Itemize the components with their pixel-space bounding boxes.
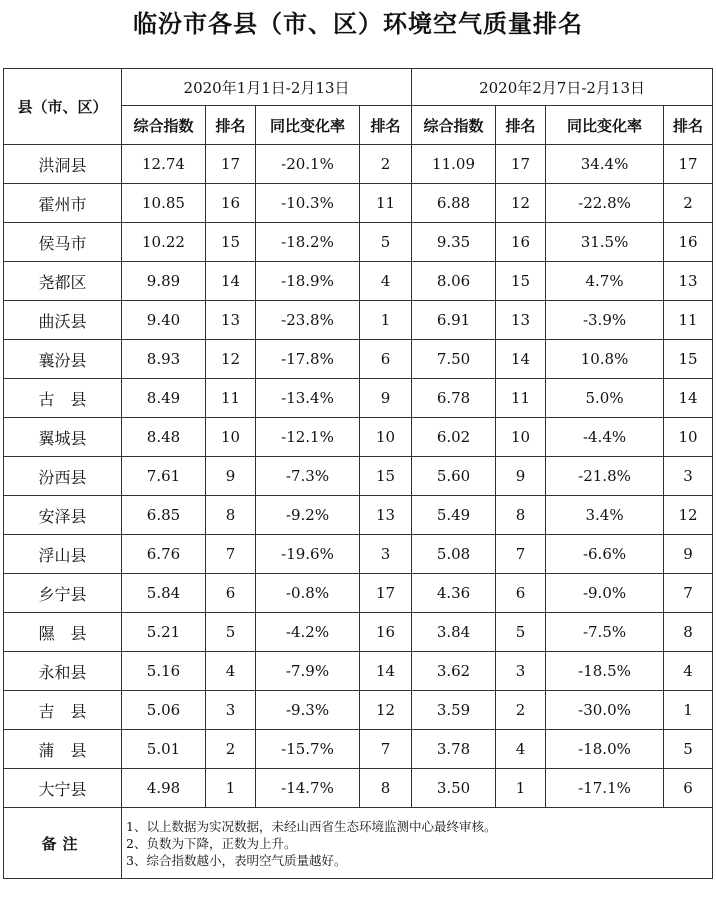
rank-2-cell: 14 <box>496 340 546 379</box>
change-rank-1-cell: 13 <box>360 496 412 535</box>
table-row <box>4 730 713 769</box>
col-change-rank-1: 排名 <box>360 106 412 145</box>
change-rank-2-cell: 14 <box>664 379 713 418</box>
index-1-cell: 8.49 <box>122 379 206 418</box>
index-2-cell: 6.91 <box>412 301 496 340</box>
index-2-cell: 5.49 <box>412 496 496 535</box>
period2-header: 2020年2月7日-2月13日 <box>412 69 713 106</box>
rank-1-cell: 10 <box>206 418 256 457</box>
change-rank-2-cell: 6 <box>664 769 713 808</box>
index-1-cell: 9.89 <box>122 262 206 301</box>
county-name-cell: 乡宁县 <box>4 574 122 613</box>
change-2-cell: 3.4% <box>546 496 664 535</box>
change-rank-1-cell: 1 <box>360 301 412 340</box>
change-1-cell: -10.3% <box>256 184 360 223</box>
rank-2-cell: 15 <box>496 262 546 301</box>
change-1-cell: -9.2% <box>256 496 360 535</box>
index-2-cell: 3.78 <box>412 730 496 769</box>
index-2-cell: 8.06 <box>412 262 496 301</box>
change-2-cell: -22.8% <box>546 184 664 223</box>
index-2-cell: 6.02 <box>412 418 496 457</box>
change-rank-1-cell: 11 <box>360 184 412 223</box>
change-1-cell: -4.2% <box>256 613 360 652</box>
rank-2-cell: 3 <box>496 652 546 691</box>
change-rank-2-cell: 5 <box>664 730 713 769</box>
index-2-cell: 9.35 <box>412 223 496 262</box>
index-2-cell: 11.09 <box>412 145 496 184</box>
county-name-cell: 吉 县 <box>4 691 122 730</box>
county-name-cell: 洪洞县 <box>4 145 122 184</box>
index-2-cell: 7.50 <box>412 340 496 379</box>
change-rank-1-cell: 8 <box>360 769 412 808</box>
rank-2-cell: 1 <box>496 769 546 808</box>
change-rank-1-cell: 10 <box>360 418 412 457</box>
change-rank-2-cell: 2 <box>664 184 713 223</box>
change-rank-2-cell: 4 <box>664 652 713 691</box>
index-1-cell: 9.40 <box>122 301 206 340</box>
rank-2-cell: 10 <box>496 418 546 457</box>
note-line: 2、负数为下降，正数为上升。 <box>126 835 297 851</box>
rank-2-cell: 5 <box>496 613 546 652</box>
change-rank-2-cell: 13 <box>664 262 713 301</box>
change-rank-1-cell: 9 <box>360 379 412 418</box>
notes-text <box>122 808 713 879</box>
change-2-cell: -3.9% <box>546 301 664 340</box>
notes-row <box>4 808 713 879</box>
index-1-cell: 5.21 <box>122 613 206 652</box>
county-name-cell: 侯马市 <box>4 223 122 262</box>
county-name-cell: 襄汾县 <box>4 340 122 379</box>
change-rank-2-cell: 8 <box>664 613 713 652</box>
change-2-cell: -17.1% <box>546 769 664 808</box>
page-title: 临汾市各县（市、区）环境空气质量排名 <box>133 10 583 38</box>
change-rank-2-cell: 9 <box>664 535 713 574</box>
change-1-cell: -18.2% <box>256 223 360 262</box>
rank-2-cell: 12 <box>496 184 546 223</box>
col-index-1: 综合指数 <box>122 106 206 145</box>
change-1-cell: -15.7% <box>256 730 360 769</box>
county-name-cell: 古 县 <box>4 379 122 418</box>
col-change-2: 同比变化率 <box>546 106 664 145</box>
change-rank-1-cell: 7 <box>360 730 412 769</box>
change-1-cell: -14.7% <box>256 769 360 808</box>
index-1-cell: 6.85 <box>122 496 206 535</box>
change-1-cell: -20.1% <box>256 145 360 184</box>
change-rank-2-cell: 1 <box>664 691 713 730</box>
table-row <box>4 535 713 574</box>
change-1-cell: -13.4% <box>256 379 360 418</box>
rank-1-cell: 16 <box>206 184 256 223</box>
table-row <box>4 652 713 691</box>
rank-1-cell: 12 <box>206 340 256 379</box>
rank-2-cell: 6 <box>496 574 546 613</box>
period1-header: 2020年1月1日-2月13日 <box>122 69 412 106</box>
index-2-cell: 4.36 <box>412 574 496 613</box>
rank-1-cell: 17 <box>206 145 256 184</box>
change-2-cell: -18.5% <box>546 652 664 691</box>
county-name-cell: 永和县 <box>4 652 122 691</box>
index-1-cell: 6.76 <box>122 535 206 574</box>
index-1-cell: 10.85 <box>122 184 206 223</box>
change-rank-1-cell: 15 <box>360 457 412 496</box>
index-1-cell: 8.48 <box>122 418 206 457</box>
table-row <box>4 691 713 730</box>
index-1-cell: 4.98 <box>122 769 206 808</box>
index-2-cell: 5.60 <box>412 457 496 496</box>
rank-1-cell: 5 <box>206 613 256 652</box>
rank-1-cell: 2 <box>206 730 256 769</box>
change-rank-2-cell: 3 <box>664 457 713 496</box>
table-row <box>4 262 713 301</box>
table-row <box>4 496 713 535</box>
county-name-cell: 汾西县 <box>4 457 122 496</box>
index-2-cell: 6.78 <box>412 379 496 418</box>
change-rank-1-cell: 4 <box>360 262 412 301</box>
change-rank-2-cell: 16 <box>664 223 713 262</box>
change-1-cell: -7.3% <box>256 457 360 496</box>
rank-2-cell: 16 <box>496 223 546 262</box>
county-name-cell: 翼城县 <box>4 418 122 457</box>
county-name-cell: 霍州市 <box>4 184 122 223</box>
rank-1-cell: 13 <box>206 301 256 340</box>
index-1-cell: 5.01 <box>122 730 206 769</box>
rank-1-cell: 4 <box>206 652 256 691</box>
change-1-cell: -17.8% <box>256 340 360 379</box>
rank-1-cell: 15 <box>206 223 256 262</box>
change-rank-1-cell: 2 <box>360 145 412 184</box>
change-rank-1-cell: 17 <box>360 574 412 613</box>
change-rank-2-cell: 12 <box>664 496 713 535</box>
change-1-cell: -19.6% <box>256 535 360 574</box>
col-rank-1: 排名 <box>206 106 256 145</box>
table-row <box>4 301 713 340</box>
table-row <box>4 340 713 379</box>
change-rank-1-cell: 12 <box>360 691 412 730</box>
index-1-cell: 10.22 <box>122 223 206 262</box>
air-quality-ranking-table <box>3 68 713 879</box>
table-row <box>4 457 713 496</box>
index-1-cell: 8.93 <box>122 340 206 379</box>
index-1-cell: 5.16 <box>122 652 206 691</box>
index-2-cell: 3.84 <box>412 613 496 652</box>
region-header: 县（市、区） <box>4 69 122 145</box>
county-name-cell: 浮山县 <box>4 535 122 574</box>
table-row <box>4 184 713 223</box>
change-2-cell: 5.0% <box>546 379 664 418</box>
change-1-cell: -23.8% <box>256 301 360 340</box>
change-rank-2-cell: 15 <box>664 340 713 379</box>
change-2-cell: -30.0% <box>546 691 664 730</box>
rank-2-cell: 17 <box>496 145 546 184</box>
rank-2-cell: 4 <box>496 730 546 769</box>
index-2-cell: 3.62 <box>412 652 496 691</box>
county-name-cell: 安泽县 <box>4 496 122 535</box>
rank-1-cell: 9 <box>206 457 256 496</box>
index-2-cell: 3.50 <box>412 769 496 808</box>
col-change-1: 同比变化率 <box>256 106 360 145</box>
county-name-cell: 大宁县 <box>4 769 122 808</box>
county-name-cell: 隰 县 <box>4 613 122 652</box>
index-2-cell: 5.08 <box>412 535 496 574</box>
rank-2-cell: 13 <box>496 301 546 340</box>
county-name-cell: 蒲 县 <box>4 730 122 769</box>
table-row <box>4 613 713 652</box>
note-line: 1、以上数据为实况数据，未经山西省生态环境监测中心最终审核。 <box>126 818 497 834</box>
change-rank-2-cell: 10 <box>664 418 713 457</box>
note-line: 3、综合指数越小，表明空气质量越好。 <box>126 852 347 868</box>
change-rank-1-cell: 5 <box>360 223 412 262</box>
change-2-cell: 4.7% <box>546 262 664 301</box>
table-row <box>4 574 713 613</box>
table-row <box>4 223 713 262</box>
table-row <box>4 418 713 457</box>
col-index-2: 综合指数 <box>412 106 496 145</box>
rank-2-cell: 7 <box>496 535 546 574</box>
change-1-cell: -0.8% <box>256 574 360 613</box>
change-2-cell: -6.6% <box>546 535 664 574</box>
change-1-cell: -18.9% <box>256 262 360 301</box>
index-1-cell: 7.61 <box>122 457 206 496</box>
change-rank-1-cell: 14 <box>360 652 412 691</box>
index-2-cell: 3.59 <box>412 691 496 730</box>
change-rank-2-cell: 7 <box>664 574 713 613</box>
change-2-cell: -4.4% <box>546 418 664 457</box>
change-rank-2-cell: 11 <box>664 301 713 340</box>
table-row <box>4 379 713 418</box>
rank-2-cell: 9 <box>496 457 546 496</box>
change-rank-1-cell: 3 <box>360 535 412 574</box>
county-name-cell: 曲沃县 <box>4 301 122 340</box>
rank-1-cell: 1 <box>206 769 256 808</box>
change-2-cell: 10.8% <box>546 340 664 379</box>
rank-1-cell: 3 <box>206 691 256 730</box>
col-rank-2: 排名 <box>496 106 546 145</box>
rank-1-cell: 11 <box>206 379 256 418</box>
index-1-cell: 12.74 <box>122 145 206 184</box>
rank-2-cell: 8 <box>496 496 546 535</box>
change-1-cell: -9.3% <box>256 691 360 730</box>
rank-1-cell: 14 <box>206 262 256 301</box>
index-1-cell: 5.84 <box>122 574 206 613</box>
county-name-cell: 尧都区 <box>4 262 122 301</box>
rank-2-cell: 11 <box>496 379 546 418</box>
notes-label: 备注 <box>4 808 122 879</box>
rank-2-cell: 2 <box>496 691 546 730</box>
change-rank-1-cell: 6 <box>360 340 412 379</box>
change-2-cell: -21.8% <box>546 457 664 496</box>
table-row <box>4 769 713 808</box>
change-rank-1-cell: 16 <box>360 613 412 652</box>
change-2-cell: -9.0% <box>546 574 664 613</box>
rank-1-cell: 8 <box>206 496 256 535</box>
change-1-cell: -12.1% <box>256 418 360 457</box>
change-rank-2-cell: 17 <box>664 145 713 184</box>
change-2-cell: -18.0% <box>546 730 664 769</box>
table-body <box>4 145 713 808</box>
change-1-cell: -7.9% <box>256 652 360 691</box>
change-2-cell: 31.5% <box>546 223 664 262</box>
index-1-cell: 5.06 <box>122 691 206 730</box>
index-2-cell: 6.88 <box>412 184 496 223</box>
rank-1-cell: 7 <box>206 535 256 574</box>
change-2-cell: -7.5% <box>546 613 664 652</box>
change-2-cell: 34.4% <box>546 145 664 184</box>
table-row <box>4 145 713 184</box>
col-change-rank-2: 排名 <box>664 106 713 145</box>
rank-1-cell: 6 <box>206 574 256 613</box>
